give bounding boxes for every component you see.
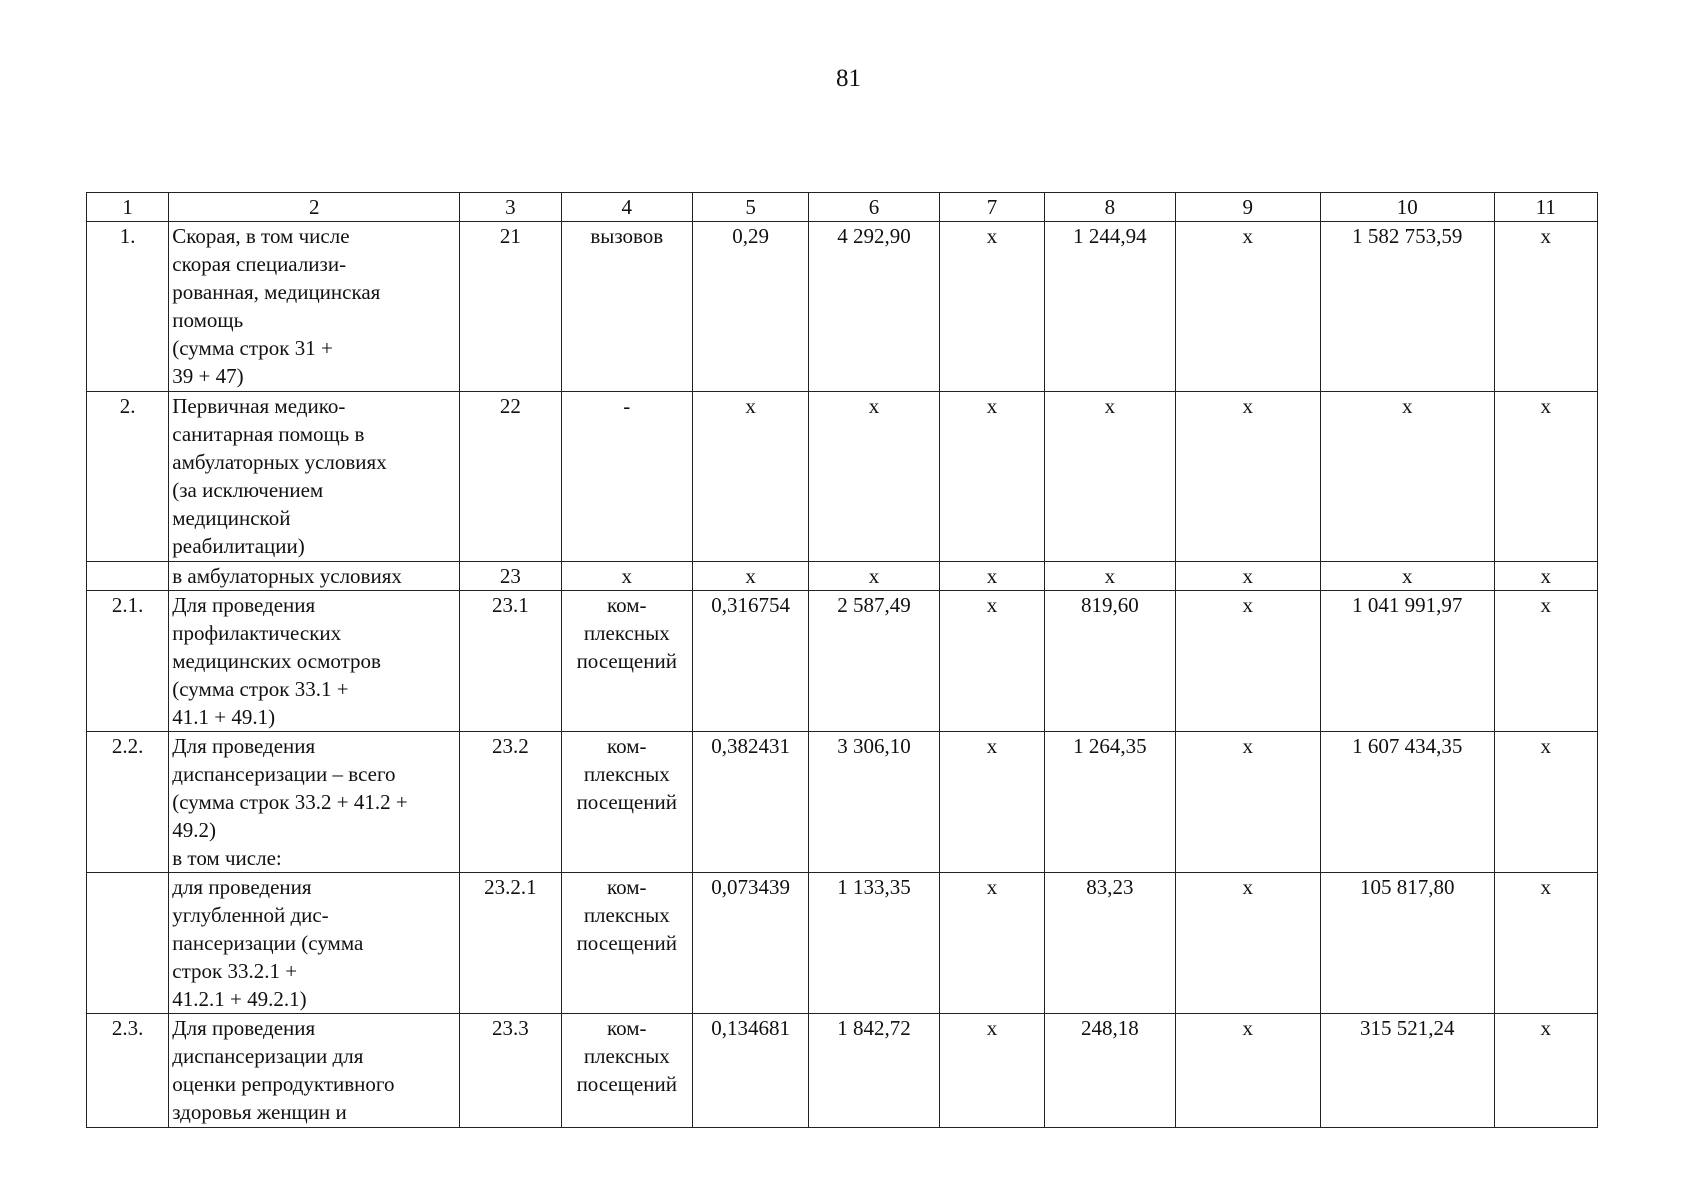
cell-col7: х — [939, 873, 1044, 1014]
row-name: для проведения углубленной дис- пансеризации (сумма строк 33.2.1 + 41.2.1 + 49.2.1) — [169, 873, 460, 1014]
column-number: 9 — [1175, 193, 1320, 222]
column-number: 7 — [939, 193, 1044, 222]
cell-col6: х — [809, 562, 939, 591]
table-row — [87, 1014, 1598, 1128]
row-number — [87, 873, 169, 1014]
cell-col5: 0,316754 — [692, 591, 808, 732]
row-name: Для проведения профилактических медицинских осмотров (сумма строк 33.1 + 41.1 + 49.1) — [169, 591, 460, 732]
column-number: 1 — [87, 193, 169, 222]
cell-col7: х — [939, 222, 1044, 392]
cell-col8: 83,23 — [1045, 873, 1175, 1014]
row-number: 2.2. — [87, 732, 169, 873]
cell-col10: 315 521,24 — [1321, 1014, 1495, 1128]
cell-col10: 1 582 753,59 — [1321, 222, 1495, 392]
column-number: 11 — [1494, 193, 1597, 222]
cell-col11: х — [1494, 591, 1597, 732]
cell-col10: 105 817,80 — [1321, 873, 1495, 1014]
row-code: 23.3 — [460, 1014, 561, 1128]
column-number: 5 — [692, 193, 808, 222]
column-number: 3 — [460, 193, 561, 222]
column-number: 2 — [169, 193, 460, 222]
cell-col9: х — [1175, 873, 1320, 1014]
row-name: Для проведения диспансеризации – всего (сумма строк 33.2 + 41.2 + 49.2) в том числе: — [169, 732, 460, 873]
cell-col5: 0,134681 — [692, 1014, 808, 1128]
row-name: Первичная медико- санитарная помощь в амбулаторных условиях (за исключением медицинской реабилитации) — [169, 392, 460, 562]
row-number: 2. — [87, 392, 169, 562]
row-number — [87, 562, 169, 591]
table-row — [87, 562, 1598, 591]
table-row — [87, 873, 1598, 1014]
cell-col7: х — [939, 732, 1044, 873]
cell-col6: 1 133,35 — [809, 873, 939, 1014]
cell-col10: х — [1321, 392, 1495, 562]
table-row — [87, 222, 1598, 392]
row-code: 21 — [460, 222, 561, 392]
cell-col8: х — [1045, 562, 1175, 591]
cell-col6: 1 842,72 — [809, 1014, 939, 1128]
cell-col11: х — [1494, 873, 1597, 1014]
row-unit: ком- плексных посещений — [561, 591, 692, 732]
cell-col11: х — [1494, 1014, 1597, 1128]
row-code: 23.2.1 — [460, 873, 561, 1014]
cell-col9: х — [1175, 222, 1320, 392]
row-number: 2.1. — [87, 591, 169, 732]
cell-col10: 1 041 991,97 — [1321, 591, 1495, 732]
row-code: 23.1 — [460, 591, 561, 732]
column-number: 8 — [1045, 193, 1175, 222]
cell-col7: х — [939, 1014, 1044, 1128]
cell-col9: х — [1175, 392, 1320, 562]
cell-col9: х — [1175, 562, 1320, 591]
row-code: 22 — [460, 392, 561, 562]
column-number: 4 — [561, 193, 692, 222]
column-number: 6 — [809, 193, 939, 222]
row-unit: - — [561, 392, 692, 562]
row-unit: ком- плексных посещений — [561, 732, 692, 873]
cell-col6: 3 306,10 — [809, 732, 939, 873]
cell-col5: х — [692, 562, 808, 591]
cell-col8: 1 264,35 — [1045, 732, 1175, 873]
cell-col11: х — [1494, 392, 1597, 562]
row-name: Для проведения диспансеризации для оценки репродуктивного здоровья женщин и — [169, 1014, 460, 1128]
row-unit: вызовов — [561, 222, 692, 392]
cell-col5: 0,073439 — [692, 873, 808, 1014]
row-name: в амбулаторных условиях — [169, 562, 460, 591]
row-number: 2.3. — [87, 1014, 169, 1128]
cell-col11: х — [1494, 562, 1597, 591]
table-row — [87, 732, 1598, 873]
cell-col11: х — [1494, 222, 1597, 392]
cell-col9: х — [1175, 732, 1320, 873]
column-number-row — [87, 193, 1598, 222]
cell-col8: 248,18 — [1045, 1014, 1175, 1128]
cell-col7: х — [939, 562, 1044, 591]
data-table — [86, 192, 1598, 1128]
row-unit: ком- плексных посещений — [561, 1014, 692, 1128]
cell-col10: х — [1321, 562, 1495, 591]
table-row — [87, 591, 1598, 732]
page-number: 81 — [836, 65, 861, 92]
cell-col7: х — [939, 392, 1044, 562]
cell-col10: 1 607 434,35 — [1321, 732, 1495, 873]
cell-col5: х — [692, 392, 808, 562]
cell-col6: х — [809, 392, 939, 562]
row-code: 23 — [460, 562, 561, 591]
row-code: 23.2 — [460, 732, 561, 873]
cell-col5: 0,382431 — [692, 732, 808, 873]
cell-col8: 819,60 — [1045, 591, 1175, 732]
row-unit: х — [561, 562, 692, 591]
cell-col7: х — [939, 591, 1044, 732]
cell-col6: 4 292,90 — [809, 222, 939, 392]
table-row — [87, 392, 1598, 562]
cell-col9: х — [1175, 1014, 1320, 1128]
cell-col8: х — [1045, 392, 1175, 562]
row-name: Скорая, в том числе скорая специализи- рованная, медицинская помощь (сумма строк 31 + 39 + 47) — [169, 222, 460, 392]
row-number: 1. — [87, 222, 169, 392]
cell-col5: 0,29 — [692, 222, 808, 392]
cell-col11: х — [1494, 732, 1597, 873]
column-number: 10 — [1321, 193, 1495, 222]
cell-col8: 1 244,94 — [1045, 222, 1175, 392]
cell-col6: 2 587,49 — [809, 591, 939, 732]
cell-col9: х — [1175, 591, 1320, 732]
row-unit: ком- плексных посещений — [561, 873, 692, 1014]
